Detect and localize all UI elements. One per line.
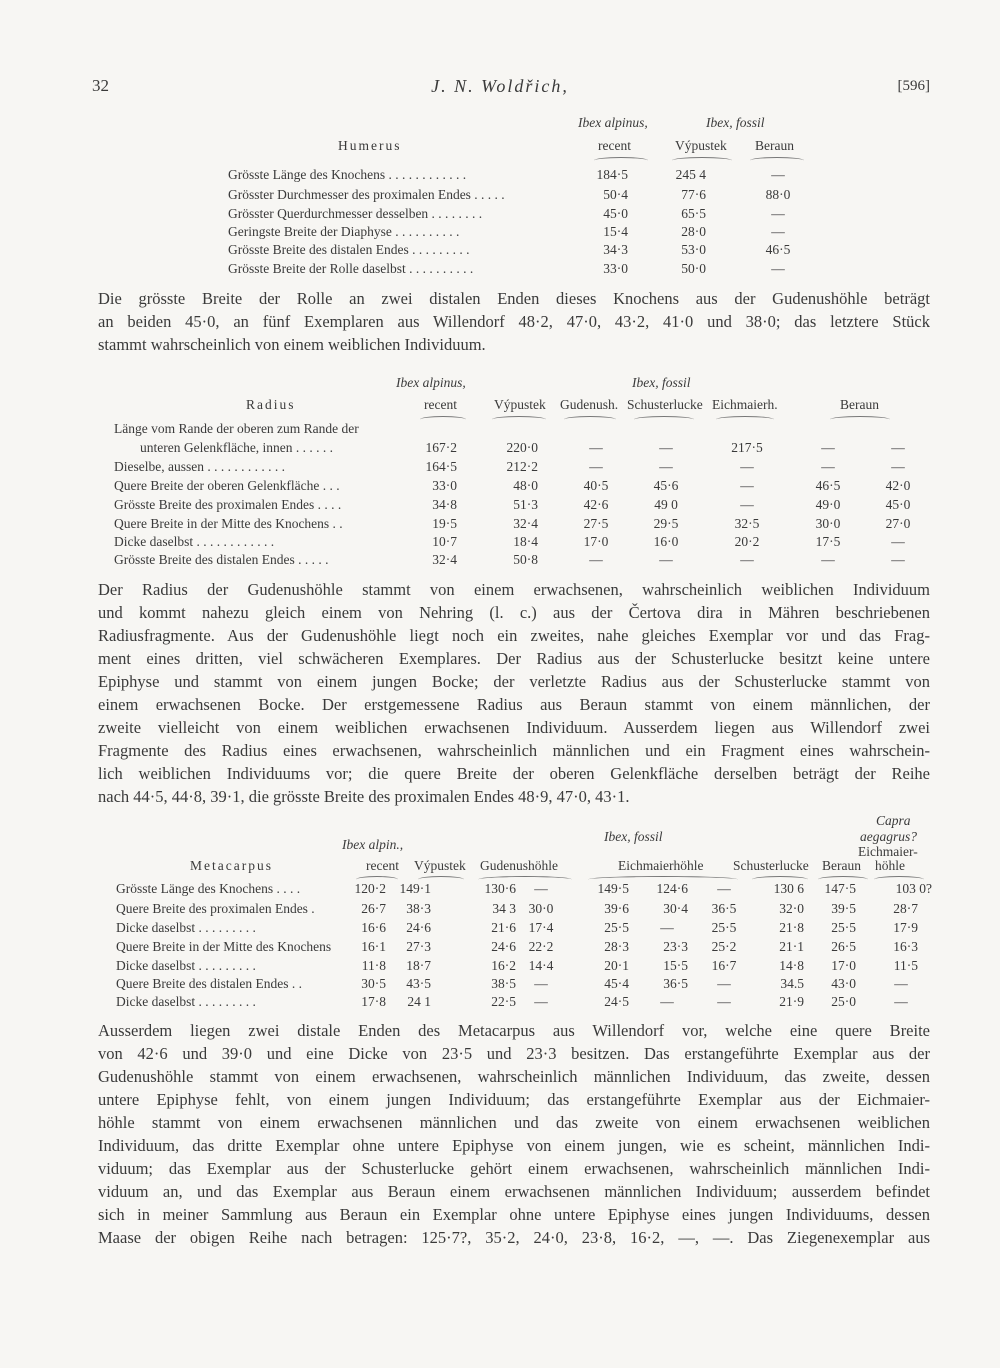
table-cell: 50·4 <box>603 187 628 202</box>
radius-col-schusterlucke: Schusterlucke <box>627 397 703 412</box>
table-cell: 16·3 <box>893 939 918 954</box>
table-cell: 53·0 <box>681 242 706 257</box>
text-line: lich weiblichen Individuums vor; die quere Breite der oberen Gelenkfläche derselben beträgt der Reihe <box>98 764 930 783</box>
metacarpus-col-hoehle: höhle <box>875 858 905 873</box>
table-cell: — <box>894 994 908 1009</box>
humerus-group-ibex-fossil: Ibex, fossil <box>706 115 765 130</box>
table-row-label: Grösste Breite der Rolle daselbst . . . . . . . . . . <box>228 261 474 276</box>
text-line: Fragmente des Radius eines erwachsenen, wahrscheinlich männlichen und ein Fragment eines wahrschein- <box>98 741 930 760</box>
humerus-group-ibex-alpinus: Ibex alpinus, <box>578 115 648 130</box>
table-cell: — <box>589 459 603 474</box>
table-cell: 32·5 <box>734 516 760 531</box>
metacarpus-group-ibex-fossil: Ibex, fossil <box>604 829 663 844</box>
humerus-col-vypustek: Výpustek <box>675 138 727 153</box>
table-cell: — <box>717 994 731 1009</box>
table-cell: — <box>740 497 754 512</box>
table-cell: — <box>589 552 603 567</box>
text-line: nach 44·5, 44·8, 39·1, die grösste Breite des proximalen Endes 48·9, 47·0, 43·1. <box>98 787 630 806</box>
table-cell: 167·2 <box>425 440 457 455</box>
metacarpus-caption: Metacarpus <box>190 858 273 873</box>
table-cell: 184·5 <box>596 167 628 182</box>
table-cell: 27·3 <box>406 939 431 954</box>
table-cell: 45·6 <box>653 478 679 493</box>
table-row-label: Dicke daselbst . . . . . . . . . <box>116 958 256 973</box>
table-cell: 25·5 <box>604 920 629 935</box>
table-cell: 21·1 <box>779 939 804 954</box>
table-cell: 120·2 <box>354 881 386 896</box>
table-cell: 36·5 <box>663 976 688 991</box>
table-cell: 25·0 <box>831 994 856 1009</box>
table-cell: 33·0 <box>603 261 628 276</box>
table-cell: 24·6 <box>406 920 431 935</box>
table-cell: 25·5 <box>711 920 737 935</box>
radius-caption: Radius <box>246 397 296 412</box>
table-cell: 16·7 <box>711 958 737 973</box>
table-cell: 40·5 <box>583 478 609 493</box>
table-cell: — <box>534 976 548 991</box>
text-line: Gudenushöhle stammt von einem erwachsenen, wahrscheinlich männlichen Individuum, das zweite, dessen <box>98 1067 930 1086</box>
table-cell: 17·4 <box>528 920 554 935</box>
table-cell: 34.5 <box>780 976 804 991</box>
table-cell: 149·1 <box>399 881 431 896</box>
table-cell: 17·5 <box>815 534 841 549</box>
table-cell: 24·5 <box>604 994 629 1009</box>
table-row-label: Geringste Breite der Diaphyse . . . . . . . . . . <box>228 224 460 239</box>
table-cell: 22·5 <box>491 994 516 1009</box>
metacarpus-group-capra-aegagrus: aegagrus? <box>860 829 917 844</box>
table-cell: — <box>534 881 548 896</box>
table-cell: 147·5 <box>824 881 856 896</box>
table-cell: 32·4 <box>432 552 457 567</box>
table-cell: 43·0 <box>831 976 856 991</box>
radius-col-eichmaierh: Eichmaierh. <box>712 397 778 412</box>
table-cell: 17·8 <box>361 994 386 1009</box>
paragraph-humerus-note <box>98 287 930 356</box>
table-cell: — <box>891 440 905 455</box>
table-cell: 77·6 <box>681 187 706 202</box>
table-cell: — <box>771 261 785 276</box>
table-cell: 28·7 <box>893 901 918 916</box>
metacarpus-col-eichmaierhoehle: Eichmaierhöhle <box>618 858 704 873</box>
radius-col-brace <box>564 416 616 423</box>
table-cell: 50·0 <box>681 261 706 276</box>
table-cell: 39·5 <box>831 901 856 916</box>
table-cell: 38·3 <box>406 901 431 916</box>
table-cell: 21·8 <box>779 920 804 935</box>
table-cell: 14·8 <box>779 958 804 973</box>
table-cell: — <box>659 459 673 474</box>
metacarpus-col-recent: recent <box>366 858 399 873</box>
text-line: Ausserdem liegen zwei distale Enden des Metacarpus aus Willendorf vor, welche eine quere Breite <box>98 1021 930 1040</box>
table-cell: 217·5 <box>731 440 763 455</box>
text-line: Radiusfragmente. Aus der Gudenushöhle liegt noch ein zweites, nahe gleiches Exemplar vor und das Frag- <box>98 626 930 645</box>
table-row-label: Quere Breite in der Mitte des Knochens . . <box>114 516 343 531</box>
page-reference: [596] <box>897 78 930 94</box>
table-cell: — <box>891 552 905 567</box>
table-row-label: Quere Breite in der Mitte des Knochens <box>116 939 332 954</box>
table-cell: 29·5 <box>653 516 679 531</box>
table-row-label: Quere Breite des proximalen Endes . <box>116 901 315 916</box>
text-line: Der Radius der Gudenushöhle stammt von einem erwachsenen, wahrscheinlich weiblichen Individuum <box>98 580 930 599</box>
table-cell: 45·4 <box>604 976 629 991</box>
table-row-label: Grösste Länge des Knochens . . . . . . . . . . . . <box>228 167 467 182</box>
paragraph-metacarpus-note <box>98 1019 930 1249</box>
table-row-label: Dicke daselbst . . . . . . . . . <box>116 920 256 935</box>
table-row-label: Grösste Breite des proximalen Endes . . . . <box>114 497 342 512</box>
radius-col-brace <box>830 416 890 423</box>
table-cell: 65·5 <box>681 206 706 221</box>
table-cell: 32·0 <box>779 901 804 916</box>
table-cell: 25·5 <box>831 920 856 935</box>
text-line: sich in meiner Sammlung aus Beraun ein Exemplar ohne untere Epiphyse eines jungen Individuums, dessen <box>98 1205 930 1224</box>
table-cell: — <box>771 167 785 182</box>
table-cell: — <box>771 206 785 221</box>
table-cell: 20·1 <box>604 958 629 973</box>
table-cell: 26·5 <box>831 939 856 954</box>
table-cell: — <box>659 440 673 455</box>
table-cell: 32·4 <box>513 516 538 531</box>
table-cell: 28·3 <box>604 939 629 954</box>
table-cell: 51·3 <box>513 497 538 512</box>
table-cell: 38·5 <box>491 976 516 991</box>
table-cell: — <box>660 920 674 935</box>
table-row-label: Grösste Breite des distalen Endes . . . . . . . . . <box>228 242 470 257</box>
table-cell: 16·6 <box>361 920 386 935</box>
humerus-col-recent: recent <box>598 138 631 153</box>
table-cell: 30·0 <box>815 516 841 531</box>
text-line: stammt wahrscheinlich von einem weiblichen Individuum. <box>98 335 486 354</box>
text-line: an beiden 45·0, an fünf Exemplaren aus Willendorf 48·2, 47·0, 43·2, 41·0 und 38·0; das letztere Stück <box>98 312 930 331</box>
table-cell: 43·5 <box>406 976 431 991</box>
table-row-label: Grösster Querdurchmesser desselben . . . . . . . . <box>228 206 483 221</box>
table-row-label: Länge vom Rande der oberen zum Rande der <box>114 421 359 436</box>
table-cell: 164·5 <box>425 459 457 474</box>
table-cell: 15·4 <box>603 224 628 239</box>
metacarpus-col-eichmaier-top: Eichmaier- <box>858 844 918 859</box>
text-line: viduum an, und das Exemplar aus Beraun einem erwachsenen männlichen Individuum; ausserdem befindet <box>98 1182 930 1201</box>
radius-col-brace <box>420 416 466 423</box>
radius-col-brace <box>634 416 694 423</box>
text-line: viduum; das Exemplar aus der Schusterlucke gehört einem erwachsenen, wahrscheinlich männlichen Indi- <box>98 1159 930 1178</box>
table-cell: 49 0 <box>654 497 678 512</box>
table-cell: 21·9 <box>779 994 804 1009</box>
table-cell: — <box>740 552 754 567</box>
table-cell: — <box>891 534 905 549</box>
text-line: von 42·6 und 39·0 und eine Dicke von 23·5 und 23·3 besitzen. Das erstangeführte Exemplar aus der <box>98 1044 930 1063</box>
humerus-col-brace <box>672 157 732 164</box>
table-cell: 15·5 <box>663 958 688 973</box>
running-title: J. N. Woldřich, <box>431 76 569 96</box>
table-cell: 24 1 <box>407 994 431 1009</box>
table-cell: 25·2 <box>711 939 737 954</box>
table-cell: 34 3 <box>492 901 516 916</box>
table-cell: — <box>534 994 548 1009</box>
table-row-label: Grösste Breite des distalen Endes . . . . . <box>114 552 329 567</box>
table-cell: 33·0 <box>432 478 457 493</box>
table-row-label: Quere Breite des distalen Endes . . <box>116 976 302 991</box>
text-line: Individuum, das dritte Exemplar ohne untere Epiphyse von einem jungen, wie es scheint, männlichen Indi- <box>98 1136 930 1155</box>
text-line: Maase der obigen Reihe nach betragen: 125·7?, 35·2, 24·0, 23·8, 16·2, —, —. Das Ziegenexemplar aus <box>98 1228 930 1247</box>
table-cell: 124·6 <box>656 881 688 896</box>
table-row-label: Dicke daselbst . . . . . . . . . <box>116 994 256 1009</box>
radius-group-ibex-alpinus: Ibex alpinus, <box>396 375 466 390</box>
table-cell: — <box>660 994 674 1009</box>
table-cell: 88·0 <box>765 187 791 202</box>
table-cell: 14·4 <box>528 958 554 973</box>
table-cell: 103 0? <box>895 881 932 896</box>
table-cell: 50·8 <box>513 552 538 567</box>
text-line: einem erwachsenen Bocke. Der erstgemessene Radius aus Beraun stammt von einem männlichen, der <box>98 695 930 714</box>
table-cell: — <box>891 459 905 474</box>
table-cell: 16·0 <box>653 534 679 549</box>
page-number: 32 <box>92 76 109 95</box>
table-cell: 30·5 <box>361 976 386 991</box>
table-cell: 18·4 <box>513 534 538 549</box>
table-cell: — <box>589 440 603 455</box>
table-cell: — <box>717 976 731 991</box>
table-cell: 23·3 <box>663 939 688 954</box>
table-cell: — <box>659 552 673 567</box>
table-cell: 27·5 <box>583 516 609 531</box>
table-row-label: unteren Gelenkfläche, innen . . . . . . <box>140 440 334 455</box>
table-cell: 130·6 <box>484 881 516 896</box>
table-cell: 49·0 <box>815 497 841 512</box>
table-cell: 46·5 <box>765 242 791 257</box>
radius-col-beraun: Beraun <box>840 397 879 412</box>
metacarpus-col-beraun: Beraun <box>822 858 861 873</box>
metacarpus-group-ibex-alpin: Ibex alpin., <box>342 837 404 852</box>
table-cell: 17·9 <box>893 920 918 935</box>
table-cell: 17·0 <box>831 958 856 973</box>
table-cell: 30·4 <box>663 901 688 916</box>
text-line: Die grösste Breite der Rolle an zwei distalen Enden dieses Knochens aus der Gudenushöhle beträgt <box>98 289 930 308</box>
table-cell: 34·3 <box>603 242 628 257</box>
table-cell: — <box>821 440 835 455</box>
table-cell: 17·0 <box>583 534 609 549</box>
text-line: ment eines dritten, viel schwächeren Exemplares. Der Radius aus der Schusterlucke besitzt keine untere <box>98 649 930 668</box>
humerus-col-beraun: Beraun <box>755 138 794 153</box>
table-cell: 212·2 <box>506 459 538 474</box>
table-cell: — <box>771 224 785 239</box>
table-cell: 48·0 <box>513 478 538 493</box>
radius-col-brace <box>492 416 546 423</box>
text-line: zweite vielleicht von einem weiblichen erwachsenen Individuum. Ausserdem liegen aus Willendorf zwei <box>98 718 930 737</box>
table-cell: 16·1 <box>361 939 386 954</box>
table-cell: 36·5 <box>711 901 737 916</box>
table-cell: 24·6 <box>491 939 516 954</box>
table-cell: 30·0 <box>528 901 554 916</box>
humerus-col-brace <box>594 157 648 164</box>
table-cell: 28·0 <box>681 224 706 239</box>
table-cell: 26·7 <box>361 901 386 916</box>
text-line: höhle stammt von einem erwachsenen männlichen und das zweite von einem erwachsenen weiblichen <box>98 1113 930 1132</box>
text-line: und kommt nahezu gleich einem von Nehring (l. c.) aus der Čertova dira in Mähren beschriebenen <box>98 603 930 622</box>
table-cell: 18·7 <box>406 958 431 973</box>
radius-col-recent: recent <box>424 397 457 412</box>
table-cell: 10·7 <box>432 534 457 549</box>
table-cell: 11·8 <box>361 958 386 973</box>
table-cell: 130 6 <box>773 881 804 896</box>
table-row-label: Quere Breite der oberen Gelenkfläche . . . <box>114 478 340 493</box>
radius-col-gudenush: Gudenush. <box>560 397 619 412</box>
table-row-label: Grösste Länge des Knochens . . . . <box>116 881 301 896</box>
table-cell: 39·6 <box>604 901 629 916</box>
table-cell: — <box>740 459 754 474</box>
table-cell: 22·2 <box>528 939 554 954</box>
table-cell: — <box>894 976 908 991</box>
metacarpus-col-vypustek: Výpustek <box>414 858 466 873</box>
text-line: Epiphyse und stammt von einem jungen Bocke; der verletzte Radius aus der Schusterlucke stammt von <box>98 672 930 691</box>
radius-col-brace <box>716 416 774 423</box>
metacarpus-group-capra: Capra <box>876 813 911 828</box>
table-row-label: Dieselbe, aussen . . . . . . . . . . . . <box>114 459 285 474</box>
table-cell: 42·6 <box>583 497 609 512</box>
table-cell: 45·0 <box>603 206 628 221</box>
table-cell: 19·5 <box>432 516 457 531</box>
table-cell: 149·5 <box>597 881 629 896</box>
table-cell: 27·0 <box>885 516 911 531</box>
table-cell: — <box>717 881 731 896</box>
metacarpus-col-schusterlucke: Schusterlucke <box>733 858 809 873</box>
table-row-label: Grösster Durchmesser des proximalen Endes . . . . . <box>228 187 505 202</box>
table-cell: — <box>740 478 754 493</box>
table-cell: 21·6 <box>491 920 516 935</box>
table-cell: — <box>821 552 835 567</box>
metacarpus-col-gudenushoehle: Gudenushöhle <box>480 858 558 873</box>
radius-group-ibex-fossil: Ibex, fossil <box>632 375 691 390</box>
table-cell: 16·2 <box>491 958 516 973</box>
table-cell: 11·5 <box>893 958 918 973</box>
table-cell: 20·2 <box>734 534 760 549</box>
radius-col-vypustek: Výpustek <box>494 397 546 412</box>
table-cell: 245 4 <box>675 167 706 182</box>
text-line: untere Epiphyse fehlt, von einem jungen Individuum; das erstangeführte Exemplar aus der Eichmaier- <box>98 1090 930 1109</box>
paragraph-radius-note <box>98 578 930 808</box>
table-cell: — <box>821 459 835 474</box>
table-cell: 220·0 <box>506 440 538 455</box>
table-cell: 34·8 <box>432 497 457 512</box>
table-cell: 42·0 <box>885 478 911 493</box>
humerus-col-brace <box>750 157 804 164</box>
table-row-label: Dicke daselbst . . . . . . . . . . . . <box>114 534 275 549</box>
table-cell: 46·5 <box>815 478 841 493</box>
humerus-caption: Humerus <box>338 138 402 153</box>
table-cell: 45·0 <box>885 497 911 512</box>
